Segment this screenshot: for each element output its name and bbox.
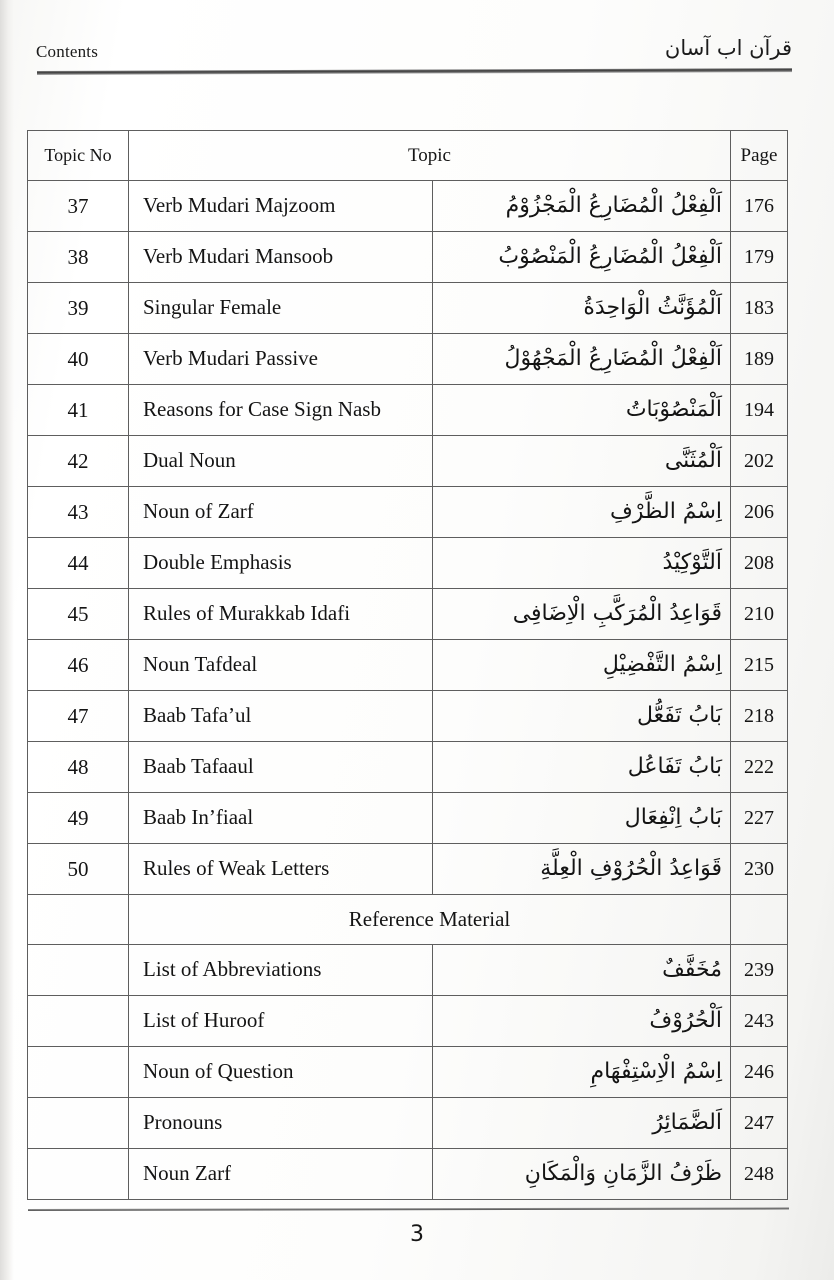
cell-topic-no <box>28 996 129 1047</box>
cell-topic-no: 37 <box>28 181 129 232</box>
cell-topic-english: Singular Female <box>129 283 433 334</box>
cell-topic-arabic: قَوَاعِدُ الْمُرَكَّبِ الْاِضَافِى <box>433 589 731 640</box>
table-row <box>28 538 788 589</box>
cell-page-number: 243 <box>731 996 788 1047</box>
cell-topic-no: 39 <box>28 283 129 334</box>
cell-topic-no: 50 <box>28 844 129 895</box>
table-row <box>28 232 788 283</box>
header-topic-no: Topic No <box>28 131 129 181</box>
cell-topic-arabic: اَلْمُؤَنَّثُ الْوَاحِدَةُ <box>433 283 731 334</box>
cell-topic-english: List of Abbreviations <box>129 945 433 996</box>
cell-topic-no <box>28 945 129 996</box>
cell-topic-no <box>28 895 129 945</box>
cell-topic-english: Rules of Weak Letters <box>129 844 433 895</box>
cell-topic-english: Noun Zarf <box>129 1149 433 1200</box>
cell-topic-english: Baab Tafaaul <box>129 742 433 793</box>
cell-topic-arabic: بَابُ تَفَعُّل <box>433 691 731 742</box>
cell-topic-no <box>28 1098 129 1149</box>
cell-topic-arabic: اِسْمُ الْاِسْتِفْهَامِ <box>433 1047 731 1098</box>
cell-page-number: 239 <box>731 945 788 996</box>
running-head <box>36 36 792 74</box>
cell-page-number: 176 <box>731 181 788 232</box>
cell-topic-english: Noun Tafdeal <box>129 640 433 691</box>
table-row <box>28 1098 788 1149</box>
cell-topic-no <box>28 1149 129 1200</box>
cell-page-number: 202 <box>731 436 788 487</box>
cell-topic-arabic: اِسْمُ التَّفْضِيْلِ <box>433 640 731 691</box>
cell-topic-english: Dual Noun <box>129 436 433 487</box>
table-row <box>28 181 788 232</box>
cell-topic-english: Verb Mudari Passive <box>129 334 433 385</box>
cell-topic-arabic: اَلتَّوْكِيْدُ <box>433 538 731 589</box>
header-topic: Topic <box>129 131 731 181</box>
table-row <box>28 691 788 742</box>
cell-page-number: 218 <box>731 691 788 742</box>
running-head-left: Contents <box>36 42 99 61</box>
cell-topic-english: Noun of Question <box>129 1047 433 1098</box>
table-row <box>28 589 788 640</box>
cell-topic-no: 38 <box>28 232 129 283</box>
header-page: Page <box>731 131 788 181</box>
table-row <box>28 844 788 895</box>
table-row <box>28 996 788 1047</box>
cell-topic-arabic: ظَرْفُ الزَّمَانِ وَالْمَكَانِ <box>433 1149 731 1200</box>
cell-topic-arabic: اَلْفِعْلُ الْمُضَارِعُ الْمَجْهُوْلُ <box>433 334 731 385</box>
cell-topic-english: Verb Mudari Mansoob <box>129 232 433 283</box>
cell-page-number: 183 <box>731 283 788 334</box>
cell-page-number: 215 <box>731 640 788 691</box>
header-rule <box>37 68 792 75</box>
cell-topic-no: 49 <box>28 793 129 844</box>
cell-topic-english: Rules of Murakkab Idafi <box>129 589 433 640</box>
running-head-right: قرآن اب آسان <box>664 36 792 60</box>
cell-topic-arabic: اِسْمُ الظَّرْفِ <box>433 487 731 538</box>
table-of-contents <box>27 130 787 1200</box>
cell-topic-no: 41 <box>28 385 129 436</box>
table-row <box>28 283 788 334</box>
cell-page-number: 206 <box>731 487 788 538</box>
cell-page-number: 210 <box>731 589 788 640</box>
cell-topic-english: Pronouns <box>129 1098 433 1149</box>
cell-topic-no <box>28 1047 129 1098</box>
cell-topic-no: 45 <box>28 589 129 640</box>
table-row <box>28 640 788 691</box>
cell-topic-no: 44 <box>28 538 129 589</box>
table-row <box>28 334 788 385</box>
cell-topic-english: List of Huroof <box>129 996 433 1047</box>
table-row <box>28 1047 788 1098</box>
table-row <box>28 487 788 538</box>
cell-page-number: 194 <box>731 385 788 436</box>
cell-page-number: 247 <box>731 1098 788 1149</box>
table-row <box>28 436 788 487</box>
cell-topic-english: Double Emphasis <box>129 538 433 589</box>
cell-topic-english: Reasons for Case Sign Nasb <box>129 385 433 436</box>
cell-topic-arabic: اَلْفِعْلُ الْمُضَارِعُ الْمَجْزُوْمُ <box>433 181 731 232</box>
cell-page-number: 208 <box>731 538 788 589</box>
section-heading-row <box>28 895 788 945</box>
table-header-row <box>28 131 788 181</box>
cell-topic-arabic: اَلْمَنْصُوْبَاتُ <box>433 385 731 436</box>
cell-topic-arabic: قَوَاعِدُ الْحُرُوْفِ الْعِلَّةِ <box>433 844 731 895</box>
cell-page-number: 227 <box>731 793 788 844</box>
table-row <box>28 945 788 996</box>
cell-topic-no: 42 <box>28 436 129 487</box>
cell-topic-english: Verb Mudari Majzoom <box>129 181 433 232</box>
table-row <box>28 385 788 436</box>
cell-topic-arabic: بَابُ تَفَاعُل <box>433 742 731 793</box>
cell-topic-no: 40 <box>28 334 129 385</box>
cell-topic-arabic: اَلضَّمَائِرُ <box>433 1098 731 1149</box>
cell-page-number: 246 <box>731 1047 788 1098</box>
cell-page-number: 179 <box>731 232 788 283</box>
cell-topic-no: 43 <box>28 487 129 538</box>
table-row <box>28 1149 788 1200</box>
cell-topic-no: 46 <box>28 640 129 691</box>
cell-topic-arabic: مُخَفَّفٌ <box>433 945 731 996</box>
cell-page-number <box>731 895 788 945</box>
cell-topic-no: 48 <box>28 742 129 793</box>
footer-rule <box>28 1207 789 1211</box>
page-number: 3 <box>410 1222 424 1247</box>
section-heading-label: Reference Material <box>129 895 731 945</box>
cell-topic-english: Baab Tafa’ul <box>129 691 433 742</box>
cell-topic-arabic: اَلْفِعْلُ الْمُضَارِعُ الْمَنْصُوْبُ <box>433 232 731 283</box>
cell-page-number: 248 <box>731 1149 788 1200</box>
cell-page-number: 222 <box>731 742 788 793</box>
table-row <box>28 742 788 793</box>
cell-topic-arabic: بَابُ اِنْفِعَال <box>433 793 731 844</box>
cell-topic-arabic: اَلْحُرُوْفُ <box>433 996 731 1047</box>
contents-table <box>27 130 788 1200</box>
table-row <box>28 793 788 844</box>
cell-topic-english: Baab In’fiaal <box>129 793 433 844</box>
cell-topic-english: Noun of Zarf <box>129 487 433 538</box>
cell-page-number: 189 <box>731 334 788 385</box>
cell-topic-arabic: اَلْمُثَنَّى <box>433 436 731 487</box>
cell-topic-no: 47 <box>28 691 129 742</box>
cell-page-number: 230 <box>731 844 788 895</box>
